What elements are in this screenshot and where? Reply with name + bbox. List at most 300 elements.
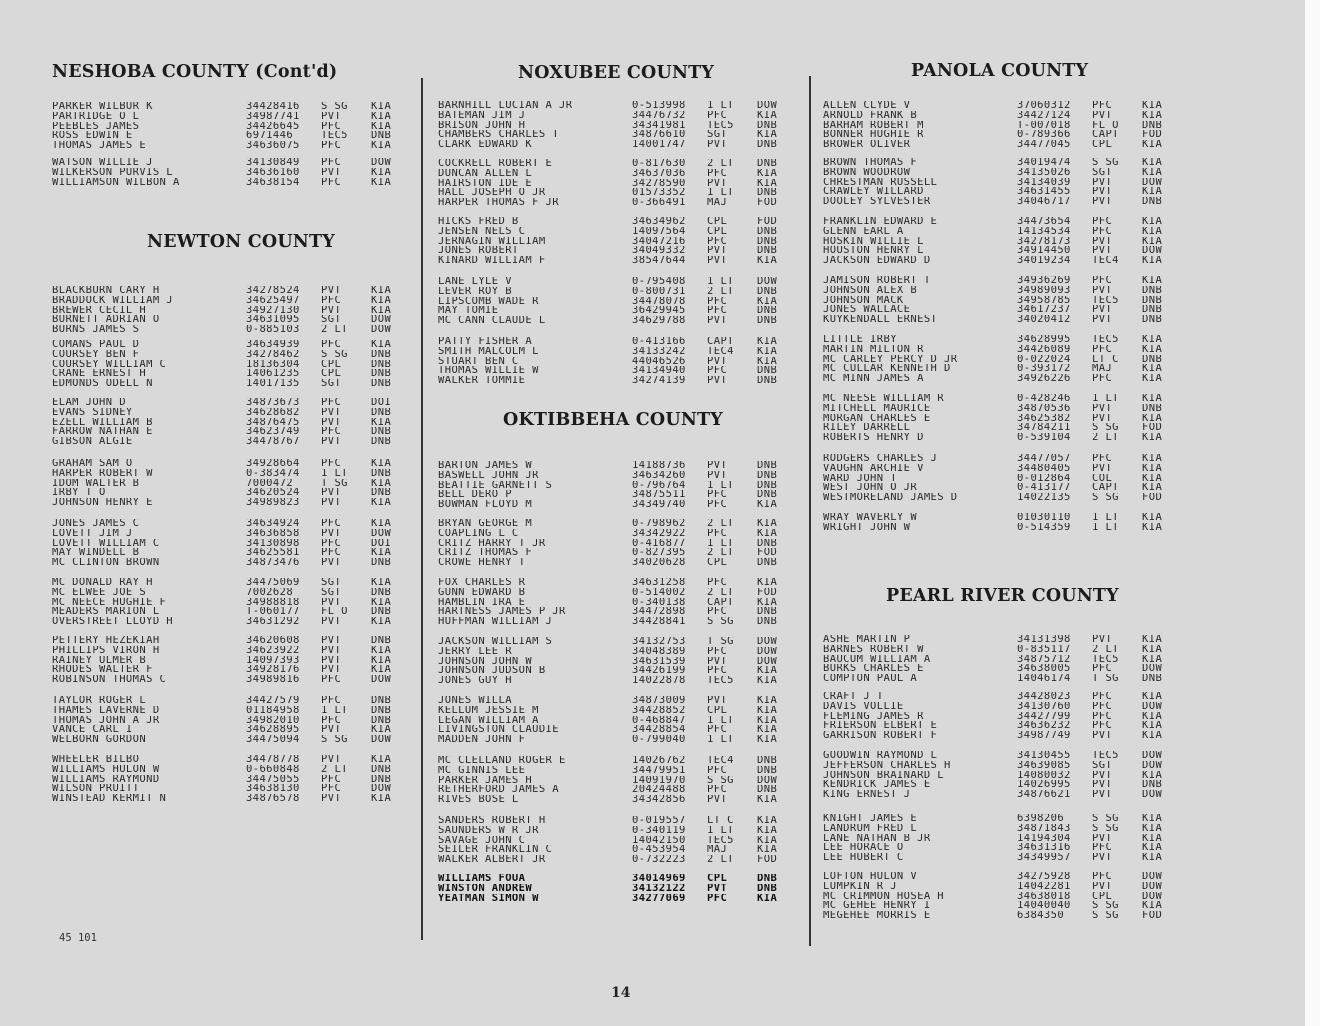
soldier-name: BEATTIE GARNETT S (438, 480, 553, 491)
rank: CPL (1092, 891, 1113, 902)
serial-number: 34876610 (632, 130, 686, 141)
serial-number: 34928176 (246, 665, 300, 676)
serial-number: 0-539104 (1017, 433, 1071, 443)
rank: 1 LT (321, 705, 348, 716)
soldier-name: KUYKENDALL ERNEST (823, 315, 938, 325)
status-code: KIA (371, 597, 392, 608)
status-code: DNB (1142, 354, 1163, 365)
rank: 1 LT (321, 468, 348, 479)
roster-row (52, 340, 406, 350)
soldier-name: MC GEHEE HENRY I (823, 901, 931, 912)
serial-number: 0-795408 (632, 277, 686, 287)
serial-number: 34132753 (632, 637, 686, 647)
roster-group (823, 635, 1177, 684)
serial-number: 34634939 (246, 340, 300, 350)
rank: CPL (321, 359, 342, 370)
roster-row (823, 731, 1177, 741)
serial-number: 34620524 (246, 488, 300, 499)
soldier-name: COMANS PAUL D (52, 340, 140, 350)
serial-number: 0-019557 (632, 816, 686, 826)
rank: PVT (321, 665, 342, 676)
status-code: FOD (757, 217, 778, 227)
roster-row (438, 617, 792, 627)
rank: PFC (707, 765, 728, 776)
serial-number: 6398206 (1017, 814, 1065, 824)
serial-number: 0-340138 (632, 597, 686, 608)
roster-row (438, 357, 792, 367)
rank: FL O (321, 607, 348, 618)
roster-row (438, 836, 792, 846)
status-code: KIA (371, 519, 392, 529)
roster-row (823, 692, 1177, 702)
soldier-name: ROSS EDWIN E (52, 131, 133, 142)
roster-row (52, 459, 406, 469)
soldier-name: CROWE HENRY T (438, 558, 526, 568)
status-code: DNB (757, 316, 778, 326)
soldier-name: JAMISON ROBERT T (823, 276, 931, 286)
status-code: DNB (757, 883, 778, 894)
soldier-name: WRAY WAVERLY W (823, 513, 918, 523)
roster-group (823, 872, 1177, 921)
roster-row (52, 286, 406, 296)
serial-number: 34048389 (632, 646, 686, 657)
serial-number: 0-885103 (246, 325, 300, 335)
serial-number: 34628895 (246, 725, 300, 736)
status-code: DOW (1142, 246, 1163, 257)
rank: SGT (321, 379, 342, 389)
roster-row (823, 355, 1177, 365)
soldier-name: MC CARLEY PERCY D JR (823, 354, 958, 365)
roster-row (52, 498, 406, 508)
roster-row (438, 855, 792, 865)
rank: PVT (1092, 177, 1113, 188)
roster-row (52, 325, 406, 335)
status-code: FOD (757, 198, 778, 208)
serial-number: 34046717 (1017, 197, 1071, 207)
roster-group (52, 398, 406, 447)
serial-number: 34636232 (1017, 721, 1071, 732)
status-code: KIA (371, 141, 392, 151)
roster-row (823, 645, 1177, 655)
serial-number: 34131398 (1017, 635, 1071, 645)
status-code: KIA (757, 356, 778, 367)
soldier-name: LOFTON HULON V (823, 872, 918, 882)
rank: PVT (1092, 780, 1113, 791)
status-code: DOW (757, 775, 778, 786)
soldier-name: JOHNSON ALEX B (823, 285, 918, 296)
status-code: KIA (371, 340, 392, 350)
serial-number: 34987749 (1017, 731, 1071, 741)
rank: PFC (1092, 344, 1113, 355)
soldier-name: STUART BEN C (438, 356, 519, 367)
status-code: KIA (371, 725, 392, 736)
rank: PVT (707, 656, 728, 667)
rank: PFC (707, 168, 728, 179)
roster-row (52, 112, 406, 122)
soldier-name: KENDRICK JAMES E (823, 780, 931, 791)
soldier-name: WRIGHT JOHN W (823, 522, 911, 533)
rank: T SG (1092, 674, 1119, 684)
soldier-name: CRAFT J T (823, 692, 884, 702)
roster-row (438, 140, 792, 150)
soldier-name: HARPER THOMAS F JR (438, 198, 559, 208)
soldier-name: LOVETT JIM J (52, 528, 133, 539)
column-divider-left (421, 78, 423, 940)
rank: CPL (1092, 140, 1113, 150)
rank: S SG (707, 775, 734, 786)
soldier-name: JACKSON WILLIAM S (438, 637, 553, 647)
serial-number: 34638130 (246, 784, 300, 795)
status-code: KIA (1142, 692, 1163, 702)
roster-row (438, 657, 792, 667)
status-code: KIA (1142, 167, 1163, 178)
roster-row (438, 217, 792, 227)
rank: PFC (1092, 374, 1113, 384)
rank: PVT (707, 883, 728, 894)
soldier-name: BROWER OLIVER (823, 140, 911, 150)
roster-row (438, 785, 792, 795)
roster-group (823, 513, 1177, 533)
soldier-name: BROWN WOODROW (823, 167, 911, 178)
status-code: KIA (1142, 187, 1163, 198)
rank: PFC (321, 177, 342, 188)
rank: PVT (707, 316, 728, 326)
serial-number: 0-453954 (632, 845, 686, 856)
soldier-name: LIVINGSTON CLAUDIE (438, 725, 559, 736)
roster-row (52, 469, 406, 479)
soldier-name: EDMONDS ODELL N (52, 379, 153, 389)
status-code: DNB (757, 226, 778, 237)
rank: PVT (321, 528, 342, 539)
soldier-name: MC NEECE HUGHIE F (52, 597, 167, 608)
serial-number: 0-012864 (1017, 473, 1071, 484)
roster-row (438, 306, 792, 316)
status-code: DOW (1142, 701, 1163, 712)
serial-number: 34928664 (246, 459, 300, 469)
serial-number: 14080032 (1017, 770, 1071, 781)
roster-row (823, 305, 1177, 315)
rank: PVT (1092, 197, 1113, 207)
soldier-name: THOMAS JOHN A JR (52, 715, 160, 726)
roster-row (52, 696, 406, 706)
soldier-name: JONES WILLA (438, 696, 512, 706)
soldier-name: COCKRELL ROBERT E (438, 159, 553, 169)
rank: PFC (707, 306, 728, 317)
status-code: KIA (1142, 483, 1163, 494)
rank: PFC (321, 696, 342, 706)
soldier-name: THAMES LAVERNE D (52, 705, 160, 716)
soldier-name: FRANKLIN EDWARD E (823, 217, 938, 227)
rank: PFC (707, 785, 728, 796)
status-code: KIA (371, 459, 392, 469)
roster-row (823, 345, 1177, 355)
roster-row (823, 404, 1177, 414)
serial-number: 0-835117 (1017, 644, 1071, 655)
status-code: DNB (371, 427, 392, 438)
soldier-name: VAUGHN ARCHIE V (823, 463, 924, 474)
serial-number: 34873476 (246, 558, 300, 568)
serial-number: 34477045 (1017, 140, 1071, 150)
status-code: DNB (757, 607, 778, 618)
status-code: DOW (371, 675, 392, 685)
roster-row (823, 872, 1177, 882)
soldier-name: MC CULLAR KENNETH D (823, 364, 951, 375)
serial-number: 14097564 (632, 226, 686, 237)
status-code: KIA (757, 110, 778, 121)
status-code: DOW (757, 637, 778, 647)
rank: PVT (321, 305, 342, 316)
serial-number: 34476732 (632, 110, 686, 121)
status-code: DNB (371, 131, 392, 142)
roster-row (823, 712, 1177, 722)
serial-number: 34989093 (1017, 285, 1071, 296)
soldier-name: PATTY FISHER A (438, 337, 533, 347)
roster-row (823, 197, 1177, 207)
rank: TEC5 (707, 835, 734, 846)
status-code: KIA (1142, 217, 1163, 227)
rank: PVT (321, 597, 342, 608)
status-code: KIA (1142, 110, 1163, 121)
status-code: KIA (1142, 158, 1163, 168)
soldier-name: THOMAS JAMES E (52, 141, 147, 151)
status-code: KIA (757, 816, 778, 826)
soldier-name: YEATMAN SIMON W (438, 893, 539, 904)
roster-row (438, 766, 792, 776)
county-heading: OKTIBBEHA COUNTY (503, 410, 723, 430)
roster-row (52, 178, 406, 188)
serial-number: T-007018 (1017, 120, 1071, 131)
rank: 2 LT (707, 855, 734, 865)
soldier-name: MITCHELL MAURICE (823, 403, 931, 414)
status-code: DNB (1142, 780, 1163, 791)
serial-number: 0-383474 (246, 468, 300, 479)
roster-row (438, 297, 792, 307)
serial-number: 34875712 (1017, 654, 1071, 665)
soldier-name: RIVES BOSE L (438, 795, 519, 805)
rank: PVT (1092, 833, 1113, 844)
status-code: KIA (1142, 101, 1163, 111)
rank: PVT (1092, 881, 1113, 892)
roster-row (52, 598, 406, 608)
soldier-name: VANCE CARL I (52, 725, 133, 736)
soldier-name: GLENN EARL A (823, 226, 904, 237)
soldier-name: HOSKIN WILLIE L (823, 236, 924, 247)
serial-number: 34426089 (1017, 344, 1071, 355)
roster-row (438, 756, 792, 766)
status-code: KIA (1142, 853, 1163, 863)
roster-row (52, 306, 406, 316)
serial-number: 34982010 (246, 715, 300, 726)
rank: PFC (321, 398, 342, 408)
rank: PVT (1092, 285, 1113, 296)
serial-number: 14061235 (246, 369, 300, 380)
rank: PFC (321, 548, 342, 559)
status-code: KIA (757, 705, 778, 716)
serial-number: 34936269 (1017, 276, 1071, 286)
rank: CPL (707, 705, 728, 716)
soldier-name: BONNER HUGHIE R (823, 130, 924, 141)
status-code: DOI (371, 538, 392, 549)
serial-number: 0-366491 (632, 198, 686, 208)
status-code: DNB (757, 765, 778, 776)
rank: PVT (1092, 187, 1113, 198)
soldier-name: HALL JOSEPH O JR (438, 188, 546, 199)
serial-number: 0-513998 (632, 101, 686, 111)
roster-row (823, 751, 1177, 761)
soldier-name: HOUSTON HENRY L (823, 246, 924, 257)
rank: SGT (321, 315, 342, 326)
roster-row (823, 814, 1177, 824)
serial-number: 14046174 (1017, 674, 1071, 684)
serial-number: 34478767 (246, 437, 300, 447)
roster-row (438, 735, 792, 745)
roster-row (823, 790, 1177, 800)
roster-row (52, 519, 406, 529)
rank: PVT (321, 111, 342, 122)
roster-row (823, 702, 1177, 712)
rank: 2 LT (707, 519, 734, 529)
rank: TEC5 (1092, 335, 1119, 345)
serial-number: 34631316 (1017, 843, 1071, 854)
roster-group (823, 692, 1177, 741)
rank: PVT (707, 376, 728, 386)
soldier-name: SAUNDERS W R JR (438, 825, 539, 836)
soldier-name: WARD JOHN T (823, 473, 897, 484)
roster-row (438, 816, 792, 826)
soldier-name: ELAM JOHN D (52, 398, 126, 408)
soldier-name: RETHERFORD JAMES A (438, 785, 559, 796)
rank: PVT (1092, 110, 1113, 121)
serial-number: 34989823 (246, 498, 300, 508)
roster-row (438, 277, 792, 287)
rank: PFC (1092, 692, 1113, 702)
soldier-name: HAIRSTON IDE E (438, 178, 533, 189)
soldier-name: KING ERNEST J (823, 790, 911, 800)
roster-row (823, 364, 1177, 374)
rank: SGT (321, 578, 342, 588)
rank: 2 LT (321, 764, 348, 775)
roster-row (823, 276, 1177, 286)
roster-group (438, 816, 792, 865)
roster-row (823, 158, 1177, 168)
roster-group (438, 696, 792, 745)
soldier-name: CRAWLEY WILLARD (823, 187, 924, 198)
status-code: DNB (757, 120, 778, 131)
status-code: KIA (371, 111, 392, 122)
roster-row (438, 198, 792, 208)
rank: PVT (707, 356, 728, 367)
roster-group (438, 578, 792, 627)
rank: SGT (707, 130, 728, 141)
rank: PVT (1092, 315, 1113, 325)
roster-row (438, 227, 792, 237)
roster-row (438, 884, 792, 894)
roster-row (52, 141, 406, 151)
rank: SGT (321, 587, 342, 598)
rank: TEC5 (1092, 751, 1119, 761)
roster-row (823, 824, 1177, 834)
status-code: DOW (1142, 872, 1163, 882)
serial-number: 34014969 (632, 874, 686, 884)
soldier-name: WHEELER BILBO (52, 755, 140, 765)
serial-number: 34428841 (632, 617, 686, 627)
rank: PFC (707, 490, 728, 501)
soldier-name: DOOLEY SYLVESTER (823, 197, 931, 207)
roster-row (823, 187, 1177, 197)
rank: S SG (321, 735, 348, 745)
soldier-name: BRADDOCK WILLIAM J (52, 295, 173, 306)
status-code: KIA (371, 645, 392, 656)
status-code: KIA (757, 500, 778, 510)
roster-group (438, 874, 792, 903)
rank: PFC (321, 427, 342, 438)
serial-number: 34625497 (246, 295, 300, 306)
soldier-name: BURNETT ADRIAN O (52, 315, 160, 326)
rank: 2 LT (707, 159, 734, 169)
roster-group (823, 454, 1177, 503)
roster-row (823, 493, 1177, 503)
roster-group (438, 101, 792, 150)
soldier-name: COURSEY WILLIAM C (52, 359, 167, 370)
roster-row (438, 548, 792, 558)
roster-row (438, 246, 792, 256)
serial-number: 01030110 (1017, 513, 1071, 523)
rank: PFC (707, 110, 728, 121)
rank: PVT (707, 178, 728, 189)
soldier-name: PEEBLES JAMES (52, 121, 140, 132)
soldier-name: MC NEESE WILLIAM R (823, 394, 944, 404)
serial-number: 0-340119 (632, 825, 686, 836)
soldier-name: LUMPKIN R J (823, 881, 897, 892)
status-code: DNB (757, 538, 778, 549)
soldier-name: BLACKBURN CARY H (52, 286, 160, 296)
roster-row (823, 664, 1177, 674)
serial-number: 34636160 (246, 167, 300, 178)
soldier-name: PHILLIPS VIRON H (52, 645, 160, 656)
status-code: KIA (1142, 140, 1163, 150)
status-code: KIA (757, 893, 778, 904)
soldier-name: SAVAGE JOHN C (438, 835, 526, 846)
roster-row (438, 121, 792, 131)
status-code: DOW (1142, 664, 1163, 675)
roster-row (823, 635, 1177, 645)
roster-group (52, 286, 406, 335)
soldier-name: HARPER ROBERT W (52, 468, 153, 479)
serial-number: 34135026 (1017, 167, 1071, 178)
serial-number: 34478078 (632, 296, 686, 307)
status-code: DNB (371, 349, 392, 360)
roster-row (52, 775, 406, 785)
status-code: DNB (371, 558, 392, 568)
roster-row (52, 665, 406, 675)
rank: PFC (1092, 276, 1113, 286)
soldier-name: JONES ROBERT (438, 246, 519, 257)
serial-number: 14134534 (1017, 226, 1071, 237)
soldier-name: GRAHAM SAM O (52, 459, 133, 469)
serial-number: 18136304 (246, 359, 300, 370)
roster-group (823, 276, 1177, 325)
status-code: DNB (371, 636, 392, 646)
rank: PVT (321, 794, 342, 804)
status-code: KIA (757, 825, 778, 836)
roster-row (438, 558, 792, 568)
rank: PFC (321, 784, 342, 795)
rank: PFC (1092, 711, 1113, 722)
status-code: KIA (371, 305, 392, 316)
soldier-name: BELL DERO P (438, 490, 512, 501)
soldier-name: MC ELWEE JOE S (52, 587, 147, 598)
rank: S SG (1092, 158, 1119, 168)
